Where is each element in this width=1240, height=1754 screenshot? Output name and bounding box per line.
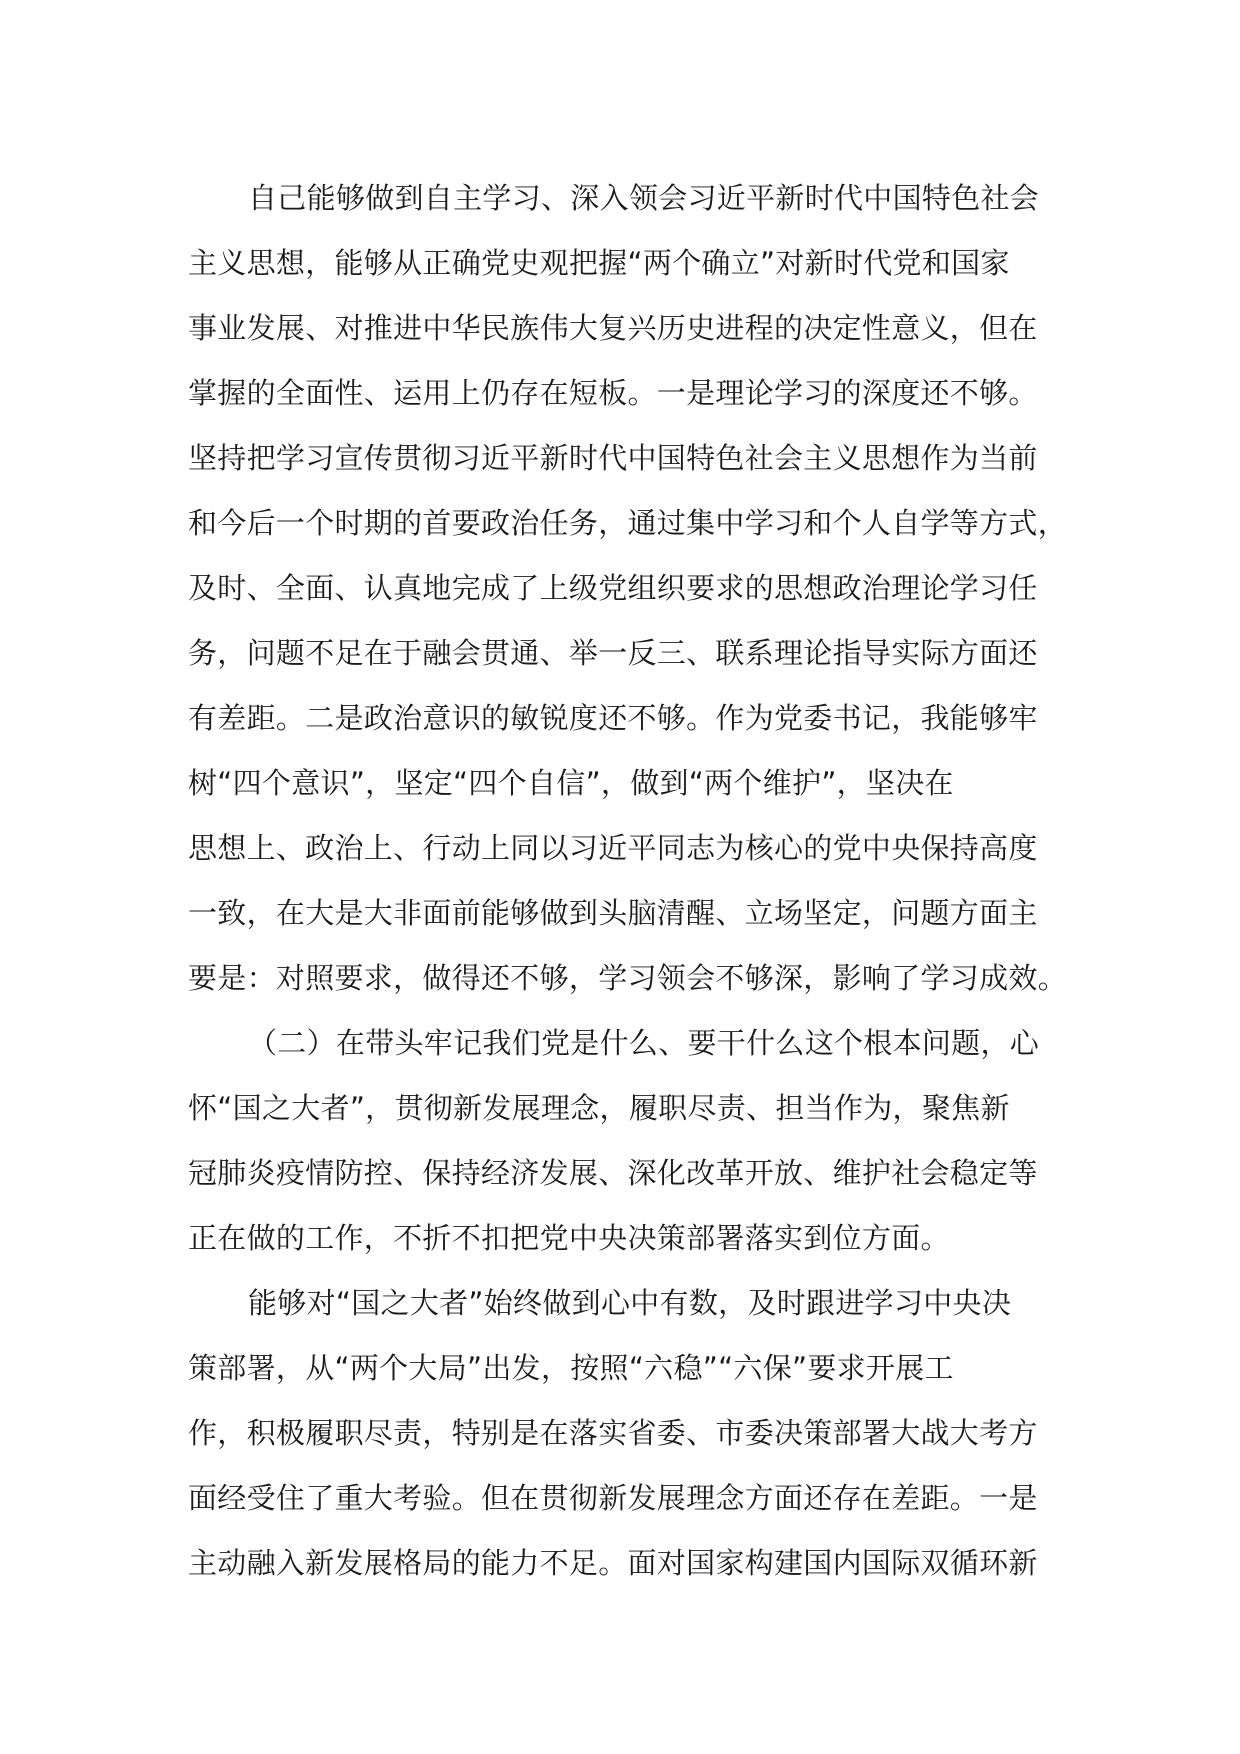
text-line: 一致，在大是大非面前能够做到头脑清醒、立场坚定，问题方面主 [188,896,1038,930]
section-heading-line: 怀“国之大者”，贯彻新发展理念，履职尽责、担当作为，聚焦新 [188,1091,1010,1125]
text-line: 坚持把学习宣传贯彻习近平新时代中国特色社会主义思想作为当前 [188,441,1038,475]
text-line: 作，积极履职尽责，特别是在落实省委、市委决策部署大战大考方 [188,1416,1038,1450]
text-line: 掌握的全面性、运用上仍存在短板。一是理论学习的深度还不够。 [188,376,1038,410]
text-line: 及时、全面、认真地完成了上级党组织要求的思想政治理论学习任 [188,571,1038,605]
text-line: 有差距。二是政治意识的敏锐度还不够。作为党委书记，我能够牢 [188,701,1038,735]
text-line: 要是：对照要求，做得还不够，学习领会不够深，影响了学习成效。 [188,961,1068,995]
text-line: 树“四个意识”，坚定“四个自信”，做到“两个维护”，坚决在 [188,766,954,800]
section-heading-line: （二）在带头牢记我们党是什么、要干什么这个根本问题，心 [248,1026,1040,1060]
text-line: 主义思想，能够从正确党史观把握“两个确立”对新时代党和国家 [188,246,1010,280]
text-line: 主动融入新发展格局的能力不足。面对国家构建国内国际双循环新 [188,1546,1038,1580]
section-heading-line: 冠肺炎疫情防控、保持经济发展、深化改革开放、维护社会稳定等 [188,1156,1038,1190]
text-line: 和今后一个时期的首要政治任务，通过集中学习和个人自学等方式， [188,506,1068,540]
text-line: 策部署，从“两个大局”出发，按照“六稳”“六保”要求开展工 [188,1351,954,1385]
text-line: 面经受住了重大考验。但在贯彻新发展理念方面还存在差距。一是 [188,1481,1038,1515]
text-line: 事业发展、对推进中华民族伟大复兴历史进程的决定性意义，但在 [188,311,1038,345]
section-heading-line: 正在做的工作，不折不扣把党中央决策部署落实到位方面。 [188,1221,950,1255]
text-line: 思想上、政治上、行动上同以习近平同志为核心的党中央保持高度 [188,831,1038,865]
text-line: 能够对“国之大者”始终做到心中有数，及时跟进学习中央决 [248,1286,1012,1320]
text-line: 务，问题不足在于融会贯通、举一反三、联系理论指导实际方面还 [188,636,1038,670]
text-line: 自己能够做到自主学习、深入领会习近平新时代中国特色社会 [248,181,1040,215]
body-text [188,166,1088,1596]
